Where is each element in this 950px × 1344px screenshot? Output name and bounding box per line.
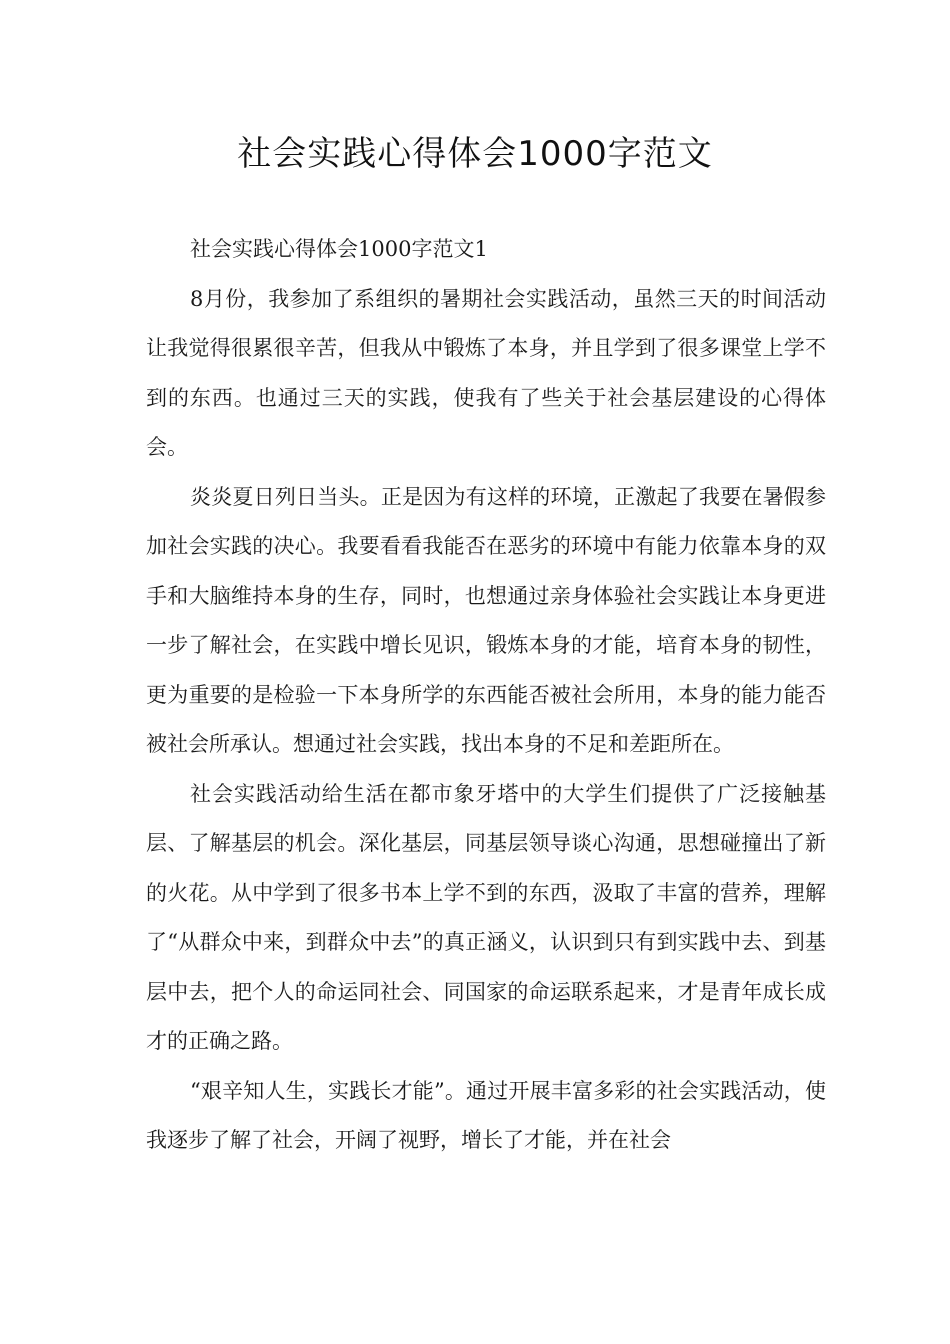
document-body [146,225,826,1166]
body-paragraph: 8月份，我参加了系组织的暑期社会实践活动，虽然三天的时间活动让我觉得很累很辛苦，但我从中锻炼了本身，并且学到了很多课堂上学不到的东西。也通过三天的实践，使我有了些关于社会基层建设的心得体会。 [146,286,826,459]
body-paragraph: 炎炎夏日列日当头。正是因为有这样的环境，正激起了我要在暑假参加社会实践的决心。我要看看我能否在恶劣的环境中有能力依靠本身的双手和大脑维持本身的生存，同时，也想通过亲身体验社会实践让本身更进一步了解社会，在实践中增长见识，锻炼本身的才能，培育本身的韧性，更为重要的是检验一下本身所学的东西能否被社会所用，本身的能力能否被社会所承认。想通过社会实践，找出本身的不足和差距所在。 [146,484,826,756]
document-title: 社会实践心得体会1000字范文 [237,134,713,174]
body-paragraph: “艰辛知人生，实践长才能”。通过开展丰富多彩的社会实践活动，使我逐步了解了社会，开阔了视野，增长了才能，并在社会 [146,1078,826,1152]
body-paragraph: 社会实践活动给生活在都市象牙塔中的大学生们提供了广泛接触基层、了解基层的机会。深化基层，同基层领导谈心沟通，思想碰撞出了新的火花。从中学到了很多书本上学不到的东西，汲取了丰富的营养，理解了“从群众中来，到群众中去”的真正涵义，认识到只有到实践中去、到基层中去，把个人的命运同社会、同国家的命运联系起来，才是青年成长成才的正确之路。 [146,781,826,1053]
subtitle-paragraph: 社会实践心得体会1000字范文1 [190,237,488,261]
